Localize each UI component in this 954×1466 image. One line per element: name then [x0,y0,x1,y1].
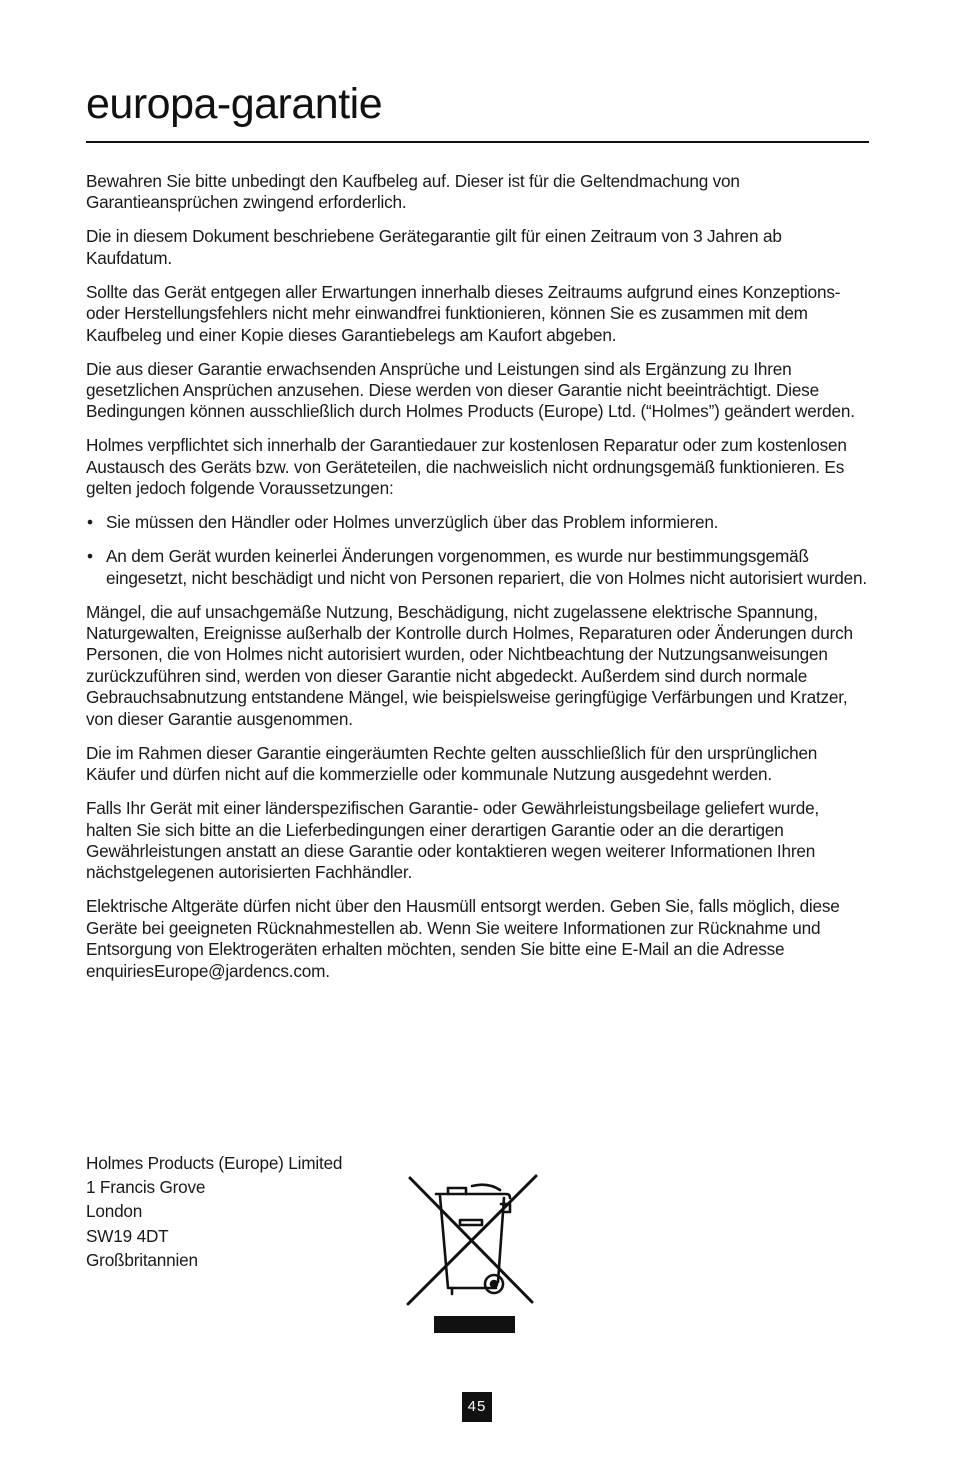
list-item-text: An dem Gerät wurden keinerlei Änderungen vorgenommen, es wurde nur bestimmungsgemäß eingesetzt, nicht beschädigt und nicht von Personen repariert, die von Holmes nicht autorisiert wurden. [106,546,867,588]
bullet-glyph: • [87,512,93,533]
conditions-list [86,512,869,589]
bullet-glyph: • [87,546,93,567]
paragraph-defect: Sollte das Gerät entgegen aller Erwartungen innerhalb dieses Zeitraums aufgrund eines Konzeptions- oder Herstellungsfehlers nicht mehr einwandfrei funktionieren, können Sie es zusammen mit dem Kaufbeleg und einer Kopie dieses Garantiebelegs am Kaufort abgeben. [86,281,841,345]
page-number: 45 [462,1392,492,1422]
address-line-country: Großbritannien [86,1249,198,1270]
paragraph-period: Die in diesem Dokument beschriebene Gerätegarantie gilt für einen Zeitraum von 3 Jahren ab Kaufdatum. [86,226,782,268]
address-line-postcode: SW19 4DT [86,1225,169,1246]
paragraph-disposal: Elektrische Altgeräte dürfen nicht über den Hausmüll entsorgt werden. Geben Sie, falls möglich, diese Geräte bei geeigneten Rücknahmestellen ab. Wenn Sie weitere Informationen zur Rücknahme und Entsorgung von Elektrogeräten erhalten möchten, senden Sie bitte eine E-Mail an die Adresse enquiriesEurope@jardencs.com. [86,896,840,981]
paragraph-country-specific: Falls Ihr Gerät mit einer länderspezifischen Garantie- oder Gewährleistungsbeilage geliefert wurde, halten Sie sich bitte an die Lieferbedingungen einer derartigen Garantie oder an die derartigen Gewährleistungen anstatt an diese Garantie oder kontaktieren wegen weiterer Informationen Ihren nächstgelegenen autorisierten Fachhändler. [86,798,820,883]
page-title: europa-garantie [86,80,383,128]
crossed-out-wheelie-bin-icon [400,1170,545,1335]
address-line-street: 1 Francis Grove [86,1177,206,1198]
list-item [86,512,869,533]
paragraph-original-buyer: Die im Rahmen dieser Garantie eingeräumten Rechte gelten ausschließlich für den ursprünglichen Käufer und dürfen nicht auf die kommerzielle oder kommunale Nutzung ausgedehnt werden. [86,742,818,785]
paragraph-exclusions: Mängel, die auf unsachgemäße Nutzung, Beschädigung, nicht zugelassene elektrische Spannung, Naturgewalten, Ereignisse außerhalb der Kontrolle durch Holmes, Reparaturen oder Änderungen durch Personen, die von Holmes nicht autorisiert wurden, oder Nichtbeachtung der Nutzungsanweisungen zurückzuführen sind, werden von dieser Garantie nicht abgedeckt. Außerdem sind durch normale Gebrauchsabnutzung entstandene Mängel, wie beispielsweise geringfügige Verfärbungen und Kratzer, von dieser Garantie ausgenommen. [86,601,853,729]
list-item-text: Sie müssen den Händler oder Holmes unverzüglich über das Problem informieren. [106,512,719,533]
company-address [86,1151,342,1272]
title-divider [86,141,869,143]
paragraph-receipt: Bewahren Sie bitte unbedingt den Kaufbeleg auf. Dieser ist für die Geltendmachung von Garantieansprüchen zwingend erforderlich. [86,171,740,213]
paragraph-statutory-rights: Die aus dieser Garantie erwachsenden Ansprüche und Leistungen sind als Ergänzung zu Ihren gesetzlichen Ansprüchen anzusehen. Diese werden von dieser Garantie nicht beeinträchtigt. Diese Bedingungen können ausschließlich durch Holmes Products (Europe) Ltd. (“Holmes”) geändert werden. [86,358,855,422]
address-line-city: London [86,1201,143,1222]
list-item [86,546,869,589]
paragraph-obligation: Holmes verpflichtet sich innerhalb der Garantiedauer zur kostenlosen Reparatur oder zum kostenlosen Austausch des Geräts bzw. von Geräteteilen, die nachweislich nicht ordnungsgemäß funktionieren. Es gelten jedoch folgende Voraussetzungen: [86,435,847,499]
address-line-company: Holmes Products (Europe) Limited [86,1153,343,1173]
warranty-body [86,171,869,995]
